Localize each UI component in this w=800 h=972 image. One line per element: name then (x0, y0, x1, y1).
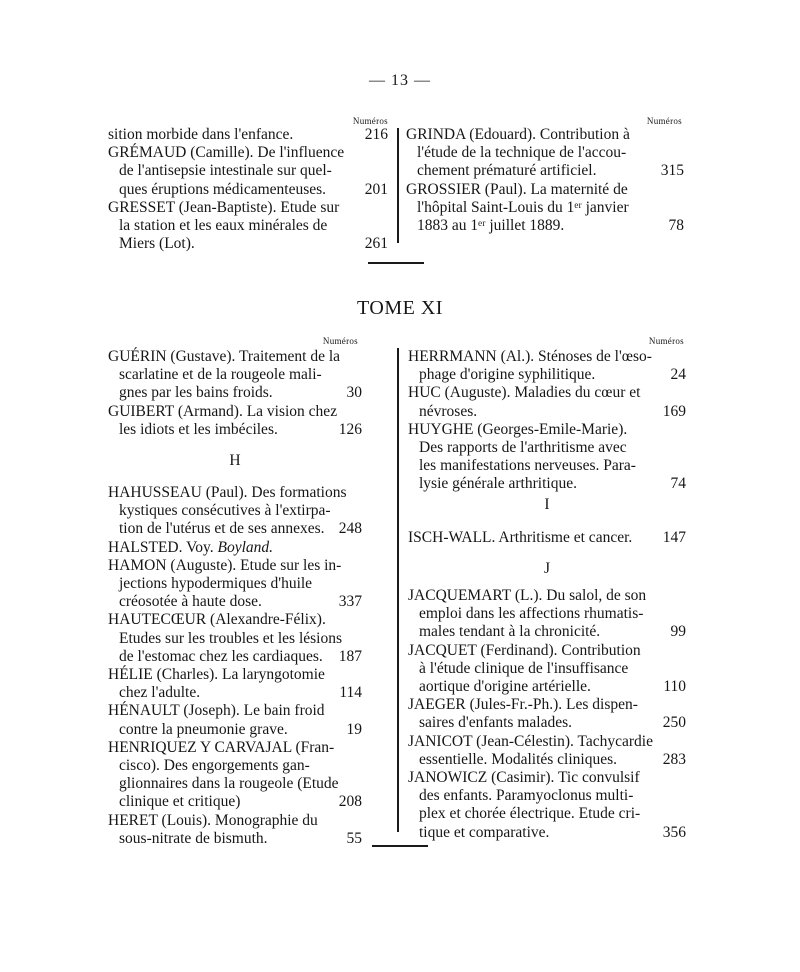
page-end-rule (372, 845, 428, 847)
index-entry (408, 696, 686, 732)
entry-continuation-line: névroses. (419, 402, 478, 420)
entry-heading-line: HALSTED. Voy. Boyland. (108, 538, 274, 556)
index-entry (408, 529, 686, 547)
entry-continuation-line: lysie générale arthritique. (419, 475, 577, 493)
entry-continuation-line: Miers (Lot). (119, 235, 195, 253)
entry-continuation-line: chement prématuré artificiel. (417, 162, 597, 180)
entry-number: 147 (662, 529, 686, 546)
entry-number: 337 (338, 593, 362, 611)
entry-number: 201 (364, 180, 388, 198)
entry-heading-line: HÉNAULT (Joseph). Le bain froid (108, 702, 325, 720)
entry-continuation-line: tion de l'utérus et de ses annexes. (119, 520, 325, 538)
entry-number: 250 (662, 714, 686, 732)
entry-number: 208 (338, 793, 362, 811)
index-entry (408, 384, 686, 420)
index-entry (108, 557, 362, 612)
entry-number: 30 (346, 384, 362, 402)
entry-number: 356 (662, 823, 686, 841)
index-entry (406, 126, 684, 181)
page-number: — 13 — (369, 72, 431, 89)
entry-heading-line: sition morbide dans l'enfance. (108, 126, 294, 143)
entry-number: 78 (668, 217, 684, 235)
entry-heading-line: GROSSIER (Paul). La maternité de (406, 180, 628, 198)
entry-heading-line: GRESSET (Jean-Baptiste). Etude sur (108, 198, 340, 216)
entry-number: 261 (364, 235, 388, 253)
entry-continuation-line: kystiques consécutives à l'extirpa- (119, 502, 331, 520)
entry-number: 315 (660, 162, 684, 180)
entry-heading-line: JANICOT (Jean-Célestin). Tachycardie (408, 732, 653, 750)
entry-continuation-line: glionnaires dans la rougeole (Etude (119, 775, 339, 793)
entry-number: 74 (670, 475, 686, 493)
entry-heading-line: ISCH-WALL. Arthritisme et cancer. (408, 529, 633, 546)
index-entry (108, 484, 362, 539)
numeros-label: Numéros (648, 336, 684, 346)
tome-left-column-g (108, 348, 362, 439)
entry-number: 283 (662, 750, 686, 768)
section-letter-h: H (229, 452, 241, 469)
tome-right-column-i (408, 529, 686, 547)
entry-number: 114 (339, 684, 362, 702)
entry-number: 19 (346, 720, 362, 738)
entry-continuation-line: Etudes sur les troubles et les lésions (119, 629, 342, 647)
entry-continuation-line: cisco). Des engorgements gan- (119, 757, 310, 775)
entry-continuation-line: créosotée à haute dose. (119, 593, 262, 611)
index-entry (108, 144, 388, 199)
top-left-column (108, 126, 388, 253)
entry-continuation-line: tique et comparative. (419, 823, 550, 841)
entry-heading-line: HERRMANN (Al.). Sténoses de l'œso- (408, 348, 652, 365)
index-entry (408, 769, 686, 842)
index-entry (108, 539, 362, 557)
entry-heading-line: HAHUSSEAU (Paul). Des formations (108, 484, 347, 501)
entry-continuation-line: gnes par les bains froids. (119, 384, 273, 402)
index-entry (108, 348, 362, 403)
index-entry (108, 403, 362, 439)
entry-continuation-line: clinique et critique) (119, 793, 241, 811)
entry-continuation-line: de l'estomac chez les cardiaques. (119, 647, 323, 665)
entry-number: 216 (364, 126, 388, 143)
entry-number: 187 (338, 647, 362, 665)
entry-continuation-line: aortique d'origine artérielle. (419, 678, 591, 696)
entry-heading-line: HUYGHE (Georges-Emile-Marie). (408, 420, 628, 438)
section-letter-j: J (543, 560, 551, 577)
entry-heading-line: GRINDA (Edouard). Contribution à (406, 126, 630, 143)
entry-continuation-line: à l'étude clinique de l'insuffisance (419, 659, 629, 677)
entry-heading-line: GRÉMAUD (Camille). De l'influence (108, 144, 345, 162)
entry-continuation-line: 1883 au 1ᵉʳ juillet 1889. (417, 217, 565, 235)
entry-continuation-line: contre la pneumonie grave. (119, 720, 288, 738)
index-entry (108, 199, 388, 254)
entry-continuation-line: males tendant à la chronicité. (419, 623, 601, 641)
entry-continuation-line: les idiots et les imbéciles. (119, 420, 278, 438)
numeros-label: Numéros (322, 336, 358, 346)
index-entry (408, 348, 686, 384)
entry-number: 110 (663, 678, 686, 696)
entry-continuation-line: l'étude de la technique de l'accou- (417, 144, 627, 162)
column-divider (397, 128, 399, 243)
index-entry (108, 739, 362, 812)
top-right-column (406, 126, 684, 235)
numeros-label: Numéros (646, 116, 682, 126)
tome-left-column-h (108, 484, 362, 848)
entry-number: 169 (662, 402, 686, 420)
entry-heading-line: HAMON (Auguste). Etude sur les in- (108, 556, 342, 574)
entry-continuation-line: sous-nitrate de bismuth. (119, 829, 268, 847)
entry-heading-line: HUC (Auguste). Maladies du cœur et (408, 384, 641, 402)
entry-heading-line: JANOWICZ (Casimir). Tic convulsif (408, 769, 640, 787)
entry-continuation-line: l'hôpital Saint-Louis du 1ᵉʳ janvier (417, 198, 629, 216)
entry-continuation-line: de l'antisepsie intestinale sur quel- (119, 162, 332, 180)
entry-heading-line: HÉLIE (Charles). La laryngotomie (108, 666, 325, 684)
entry-number: 248 (338, 520, 362, 538)
entry-continuation-line: saires d'enfants malades. (419, 714, 573, 732)
entry-continuation-line: phage d'origine syphilitique. (419, 366, 596, 384)
entry-heading-line: GUÉRIN (Gustave). Traitement de la (108, 348, 341, 365)
entry-heading-line: JACQUET (Ferdinand). Contribution (408, 641, 641, 659)
entry-continuation-line: la station et les eaux minérales de (119, 217, 328, 235)
entry-heading-line: HENRIQUEZ Y CARVAJAL (Fran- (108, 738, 335, 756)
column-divider (397, 348, 399, 832)
entry-continuation-line: les manifestations nerveuses. Para- (419, 457, 636, 475)
entry-number: 55 (346, 829, 362, 847)
entry-continuation-line: des enfants. Paramyoclonus multi- (419, 787, 634, 805)
section-letter-i: I (544, 496, 550, 513)
index-entry (108, 611, 362, 666)
entry-heading-line: HAUTECŒUR (Alexandre-Félix). (108, 611, 326, 629)
index-entry (408, 642, 686, 697)
entry-heading-line: JAEGER (Jules-Fr.-Ph.). Les dispen- (408, 696, 638, 714)
entry-number: 99 (670, 623, 686, 641)
index-entry (408, 733, 686, 769)
tome-right-column-j (408, 587, 686, 842)
index-entry (408, 587, 686, 642)
tome-title: TOME XI (357, 297, 443, 319)
entry-continuation-line: jections hypodermiques d'huile (119, 575, 313, 593)
entry-heading-line: GUIBERT (Armand). La vision chez (108, 402, 338, 420)
entry-continuation-line: ques éruptions médicamenteuses. (119, 180, 327, 198)
section-separator (368, 262, 424, 264)
index-entry (108, 126, 388, 144)
tome-right-column-h (408, 348, 686, 494)
entry-number: 126 (338, 420, 362, 438)
index-entry (406, 181, 684, 236)
entry-continuation-line: plex et chorée électrique. Etude cri- (419, 805, 641, 823)
entry-heading-line: JACQUEMART (L.). Du salol, de son (408, 587, 647, 604)
index-entry (108, 666, 362, 702)
entry-heading-line: HERET (Louis). Monographie du (108, 811, 318, 829)
index-entry (108, 812, 362, 848)
index-entry (408, 421, 686, 494)
entry-continuation-line: emploi dans les affections rhumatis- (419, 605, 644, 623)
entry-continuation-line: chez l'adulte. (119, 684, 201, 702)
index-entry (108, 702, 362, 738)
entry-number: 24 (670, 366, 686, 384)
entry-continuation-line: essentielle. Modalités cliniques. (419, 750, 618, 768)
entry-continuation-line: scarlatine et de la rougeole mali- (119, 366, 322, 384)
numeros-label: Numéros (352, 116, 388, 126)
entry-continuation-line: Des rapports de l'arthritisme avec (419, 439, 627, 457)
